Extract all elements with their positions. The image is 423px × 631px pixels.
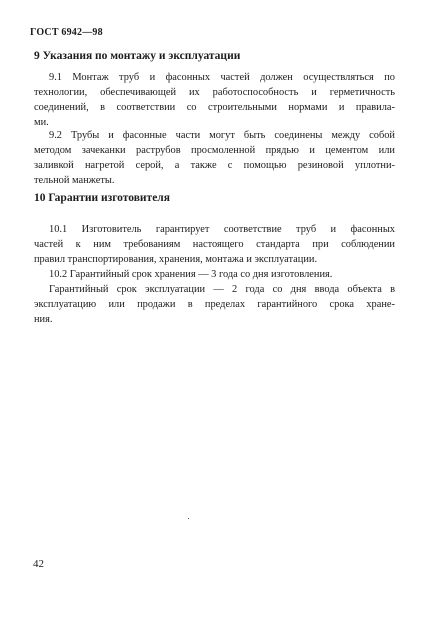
paragraph-line: ми. bbox=[34, 117, 49, 128]
section-9-title: 9 Указания по монтажу и эксплуатации bbox=[34, 50, 241, 62]
section-10-title: 10 Гарантии изготовителя bbox=[34, 192, 170, 204]
standard-header: ГОСТ 6942—98 bbox=[30, 27, 103, 38]
paragraph-line: Гарантийный срок эксплуатации — 2 года со дня ввода объекта в bbox=[49, 284, 395, 295]
paragraph-line: тельной манжеты. bbox=[34, 175, 115, 186]
paragraph-line: заливкой нагретой серой, а также с помощью резиновой уплотни- bbox=[34, 160, 395, 171]
paragraph-line: правил транспортирования, хранения, монтажа и эксплуатации. bbox=[34, 254, 318, 265]
paragraph-line: 10.1 Изготовитель гарантирует соответствие труб и фасонных bbox=[49, 224, 395, 235]
paragraph-line: соединений, в соответствии со строительными нормами и правила- bbox=[34, 102, 395, 113]
paragraph-line: частей к ним требованиям настоящего стандарта при соблюдении bbox=[34, 239, 395, 250]
paragraph-line: методом зачеканки раструбов просмоленной прядью и цементом или bbox=[34, 145, 395, 156]
paragraph-line: ния. bbox=[34, 314, 53, 325]
paragraph-line: эксплуатацию или продажи в пределах гарантийного срока хране- bbox=[34, 299, 395, 310]
paragraph-line: 9.2 Трубы и фасонные части могут быть соединены между собой bbox=[49, 130, 395, 141]
page-number: 42 bbox=[33, 558, 44, 570]
paragraph-line: 10.2 Гарантийный срок хранения — 3 года со дня изготовления. bbox=[49, 269, 333, 280]
paragraph-line: 9.1 Монтаж труб и фасонных частей должен осуществляться по bbox=[49, 72, 395, 83]
speck-mark bbox=[188, 518, 189, 519]
paragraph-line: технологии, обеспечивающей их работоспособность и герметичность bbox=[34, 87, 395, 98]
